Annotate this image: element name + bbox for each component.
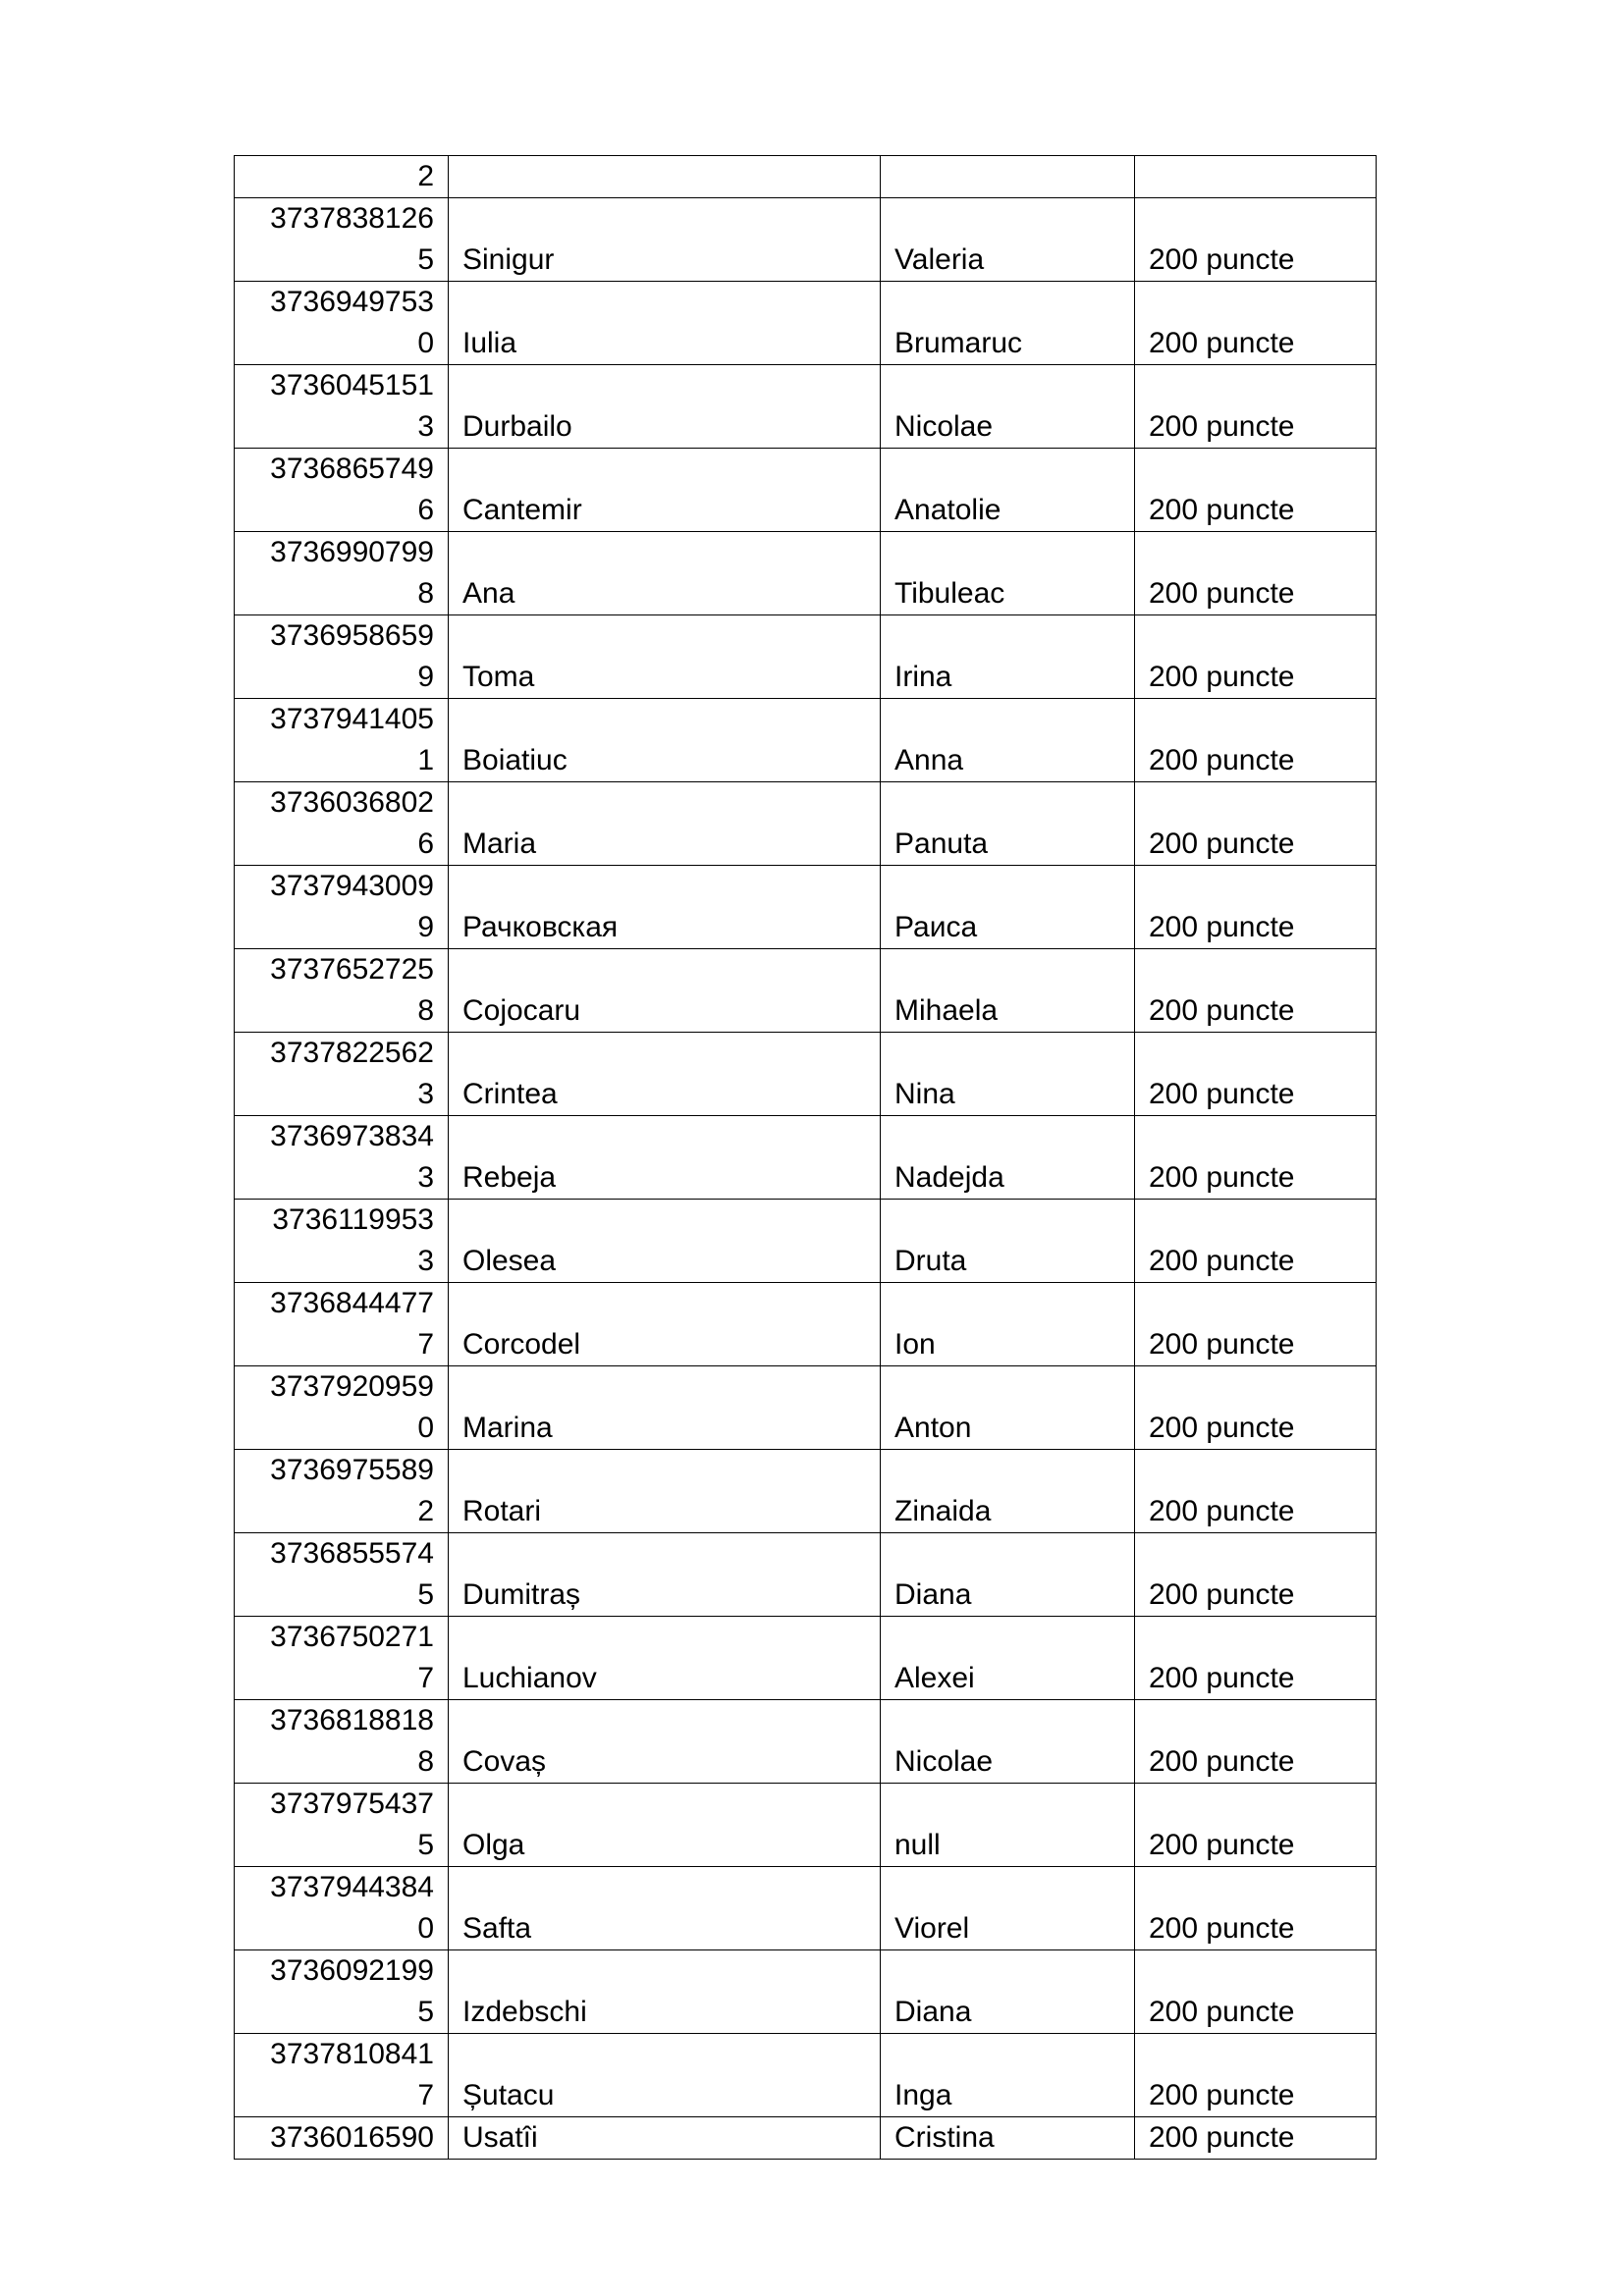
phone-number-part2: 8 [417,994,434,1027]
table-row [235,866,1377,949]
table-row [235,1617,1377,1700]
phone-number-part2: 3 [417,1078,434,1110]
table-row [235,532,1377,615]
phone-number-part1: 3736750271 [270,1621,434,1653]
table-row [235,1700,1377,1784]
name-cell: Alexei [881,1617,1135,1700]
name-cell: Diana [881,1950,1135,2034]
points-cell: 200 puncte [1135,198,1377,282]
phone-cell [235,365,449,449]
name-cell: Toma [449,615,881,699]
points-cell: 200 puncte [1135,532,1377,615]
table-row [235,699,1377,782]
points-cell: 200 puncte [1135,2034,1377,2117]
phone-number-part1: 3736975589 [270,1454,434,1486]
phone-cell [235,1116,449,1200]
phone-number-part1: 3737920959 [270,1370,434,1403]
points-cell: 200 puncte [1135,1950,1377,2034]
name-cell: Druta [881,1200,1135,1283]
participants-table [234,155,1377,2160]
table-row [235,615,1377,699]
phone-number-part1: 3736045151 [270,369,434,401]
name-cell: Раиса [881,866,1135,949]
name-cell: Iulia [449,282,881,365]
name-cell: Marina [449,1366,881,1450]
name-cell: Irina [881,615,1135,699]
phone-cell [235,1950,449,2034]
points-cell: 200 puncte [1135,949,1377,1033]
table-row [235,1533,1377,1617]
phone-number-part2: 5 [417,1578,434,1611]
name-cell: null [881,1784,1135,1867]
phone-number-part2: 5 [417,243,434,276]
phone-cell [235,282,449,365]
phone-number-part2: 7 [417,2079,434,2111]
phone-number-part2: 5 [417,1829,434,1861]
phone-cell [235,198,449,282]
name-cell: Cantemir [449,449,881,532]
name-cell: Nina [881,1033,1135,1116]
name-cell: Panuta [881,782,1135,866]
phone-number-part2: 9 [417,661,434,693]
phone-cell [235,615,449,699]
phone-number-part1: 3736865749 [270,453,434,485]
phone-cell [235,2034,449,2117]
table-row [235,1450,1377,1533]
phone-number-part2: 9 [417,911,434,943]
name-cell: Ana [449,532,881,615]
name-cell: Anatolie [881,449,1135,532]
table-row [235,1200,1377,1283]
name-cell: Mihaela [881,949,1135,1033]
name-cell: Olesea [449,1200,881,1283]
name-cell: Ion [881,1283,1135,1366]
points-cell: 200 puncte [1135,1533,1377,1617]
name-cell: Viorel [881,1867,1135,1950]
points-cell: 200 puncte [1135,1200,1377,1283]
phone-number-part1: 3737838126 [270,202,434,235]
phone-cell [235,449,449,532]
name-cell: Anton [881,1366,1135,1450]
phone-number-part1: 3737944384 [270,1871,434,1903]
points-cell: 200 puncte [1135,1283,1377,1366]
table-row [235,449,1377,532]
phone-cell [235,1033,449,1116]
name-cell: Maria [449,782,881,866]
table-row [235,1950,1377,2034]
phone-number-part1: 3736973834 [270,1120,434,1152]
phone-cell [235,1867,449,1950]
table-row [235,1033,1377,1116]
phone-number-part2: 7 [417,1662,434,1694]
phone-cell [235,532,449,615]
name-cell: Inga [881,2034,1135,2117]
points-cell: 200 puncte [1135,866,1377,949]
phone-cell: 2 [235,156,449,198]
phone-number-part1: 3737652725 [270,953,434,986]
points-cell: 200 puncte [1135,449,1377,532]
phone-number-part2: 7 [417,1328,434,1361]
table-row [235,2117,1377,2160]
name-cell: Sinigur [449,198,881,282]
name-cell: Nadejda [881,1116,1135,1200]
phone-number-part1: 3736119953 [272,1203,434,1236]
name-cell: Diana [881,1533,1135,1617]
phone-number-part1: 3736818818 [270,1704,434,1736]
phone-number-part1: 3737975437 [270,1788,434,1820]
phone-cell [235,782,449,866]
table-row [235,365,1377,449]
points-cell: 200 puncte [1135,1033,1377,1116]
name-cell: Cojocaru [449,949,881,1033]
phone-number-part2: 3 [417,1161,434,1194]
name-cell: Luchianov [449,1617,881,1700]
phone-number-part1: 3736949753 [270,286,434,318]
name-cell: Corcodel [449,1283,881,1366]
name-cell: Nicolae [881,1700,1135,1784]
name-cell: Boiatiuc [449,699,881,782]
phone-number-part1: 3736036802 [270,786,434,819]
table-row [235,1784,1377,1867]
name-cell: Olga [449,1784,881,1867]
table-row [235,1366,1377,1450]
name-cell: Safta [449,1867,881,1950]
phone-cell: 3736016590 [235,2117,449,2160]
points-cell [1135,156,1377,198]
points-cell: 200 puncte [1135,365,1377,449]
table-row [235,1283,1377,1366]
phone-cell [235,866,449,949]
name-cell: Valeria [881,198,1135,282]
phone-number-part2: 0 [417,1912,434,1945]
points-cell: 200 puncte [1135,1450,1377,1533]
phone-number-part2: 2 [417,1495,434,1527]
table-row [235,198,1377,282]
name-cell: Tibuleac [881,532,1135,615]
phone-cell [235,1200,449,1283]
phone-cell [235,949,449,1033]
phone-number-part1: 3737822562 [270,1037,434,1069]
name-cell: Izdebschi [449,1950,881,2034]
name-cell [449,156,881,198]
phone-number-part2: 6 [417,494,434,526]
name-cell: Rebeja [449,1116,881,1200]
table-row-continued [235,156,1377,198]
points-cell: 200 puncte [1135,1116,1377,1200]
points-cell: 200 puncte [1135,1617,1377,1700]
phone-number-part2: 0 [417,327,434,359]
name-cell: Рачковская [449,866,881,949]
phone-number-part2: 5 [417,1996,434,2028]
phone-cell [235,699,449,782]
name-cell: Cristina [881,2117,1135,2160]
phone-number-part1: 3737941405 [270,703,434,735]
name-cell: Covaș [449,1700,881,1784]
name-cell: Durbailo [449,365,881,449]
name-cell [881,156,1135,198]
phone-number-part1: 3737943009 [270,870,434,902]
points-cell: 200 puncte [1135,282,1377,365]
phone-number-part1: 3736092199 [270,1954,434,1987]
phone-number-part2: 1 [417,744,434,776]
phone-number-part2: 8 [417,1745,434,1778]
phone-cell [235,1784,449,1867]
name-cell: Crintea [449,1033,881,1116]
table-row [235,1116,1377,1200]
phone-number-part1: 3737810841 [270,2038,434,2070]
phone-cell [235,1450,449,1533]
table-row [235,782,1377,866]
points-cell: 200 puncte [1135,1700,1377,1784]
phone-number-part2: 3 [417,410,434,443]
phone-cell [235,1533,449,1617]
name-cell: Rotari [449,1450,881,1533]
phone-number-part2: 0 [417,1412,434,1444]
name-cell: Brumaruc [881,282,1135,365]
phone-cell [235,1366,449,1450]
phone-number-part2: 3 [417,1245,434,1277]
points-cell: 200 puncte [1135,1366,1377,1450]
phone-number-part1: 3736855574 [270,1537,434,1570]
table-row [235,2034,1377,2117]
name-cell: Usatîi [449,2117,881,2160]
table-row [235,282,1377,365]
phone-cell [235,1700,449,1784]
phone-number-part1: 3736844477 [270,1287,434,1319]
name-cell: Anna [881,699,1135,782]
points-cell: 200 puncte [1135,1784,1377,1867]
table-body [235,156,1377,2160]
phone-cell [235,1283,449,1366]
points-cell: 200 puncte [1135,1867,1377,1950]
points-cell: 200 puncte [1135,615,1377,699]
phone-cell [235,1617,449,1700]
points-cell: 200 puncte [1135,2117,1377,2160]
name-cell: Zinaida [881,1450,1135,1533]
table-row [235,1867,1377,1950]
phone-number-part2: 6 [417,828,434,860]
phone-number-part1: 3736958659 [270,619,434,652]
name-cell: Șutacu [449,2034,881,2117]
name-cell: Nicolae [881,365,1135,449]
phone-number-part1: 3736990799 [270,536,434,568]
points-cell: 200 puncte [1135,699,1377,782]
phone-number-part2: 8 [417,577,434,610]
name-cell: Dumitraș [449,1533,881,1617]
table-row [235,949,1377,1033]
points-cell: 200 puncte [1135,782,1377,866]
